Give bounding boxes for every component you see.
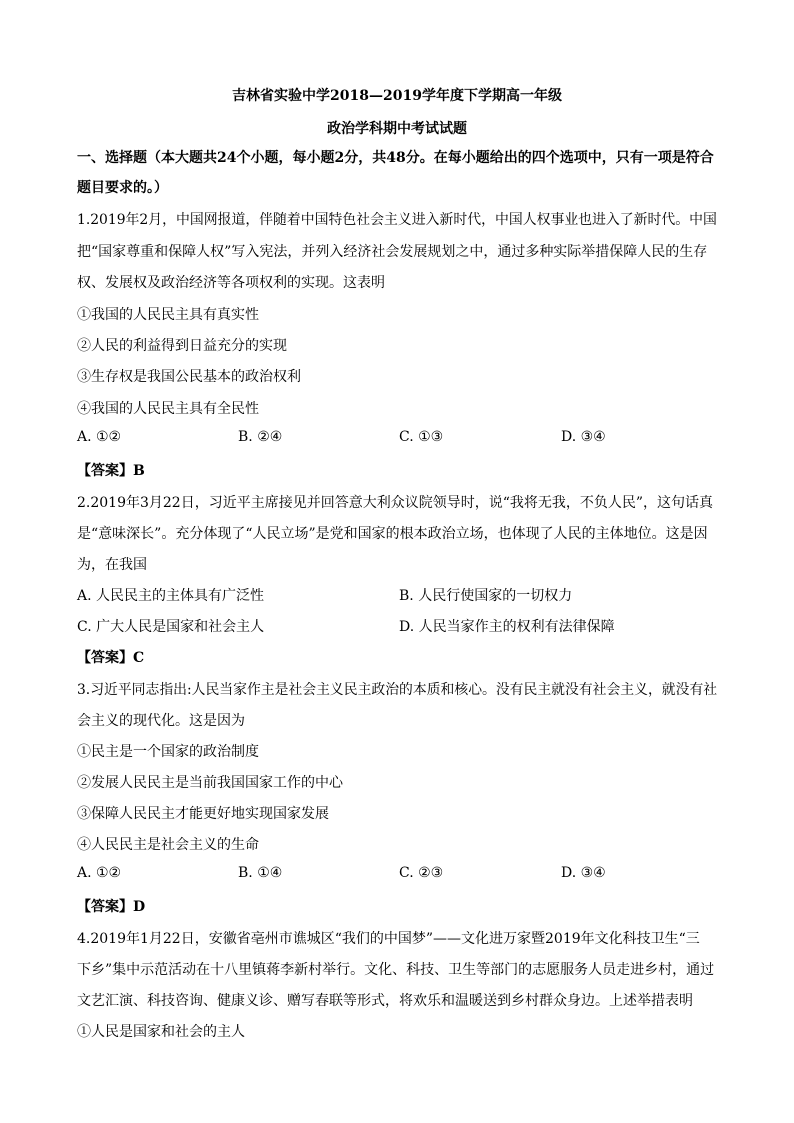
q2-stem-line: 为，在我国	[77, 557, 147, 573]
q1-answer: 【答案】B	[77, 463, 145, 479]
q3-answer: 【答案】D	[77, 899, 146, 915]
q1-item: ④我国的人民民主具有全民性	[77, 401, 259, 417]
q1-item: ②人民的利益得到日益充分的实现	[77, 338, 287, 354]
q2-stem-line: 是“意味深长”。充分体现了“人民立场”是党和国家的根本政治立场，也体现了人民的主体地位。这是因	[77, 526, 708, 542]
q2-stem-line: 2.2019年3月22日，习近平主席接见并回答意大利众议院领导时，说“我将无我，不负人民”，这句话真	[77, 495, 714, 511]
q1-option-a: A. ①②	[77, 429, 122, 445]
q2-option-a: A. 人民民主的主体具有广泛性	[77, 588, 265, 604]
q2-option-d: D. 人民当家作主的权利有法律保障	[399, 619, 615, 635]
q1-option-c: C. ①③	[399, 429, 444, 445]
q1-stem-line: 权、发展权及政治经济等各项权利的实现。这表明	[77, 275, 385, 291]
q1-stem-line: 把“国家尊重和保障人权”写入宪法，并列入经济社会发展规划之中，通过多种实际举措保障人民的生存	[77, 244, 708, 260]
q3-item: ②发展人民民主是当前我国国家工作的中心	[77, 775, 343, 791]
q4-stem-line: 4.2019年1月22日，安徽省亳州市谯城区“我们的中国梦”——文化进万家暨2019年文化科技卫生“三	[77, 931, 700, 947]
q1-option-b: B. ②④	[238, 429, 283, 445]
q3-item: ①民主是一个国家的政治制度	[77, 744, 259, 760]
q4-item: ①人民是国家和社会的主人	[77, 1024, 245, 1040]
section-heading: 一、选择题（本大题共24个小题，每小题2分，共48分。在每小题给出的四个选项中，只有一项是符合	[77, 150, 714, 166]
q3-option-d: D. ③④	[561, 865, 606, 881]
q1-item: ①我国的人民民主具有真实性	[77, 307, 259, 323]
document-title: 吉林省实验中学2018—2019学年度下学期高一年级	[232, 88, 562, 104]
q3-item: ④人民民主是社会主义的生命	[77, 837, 259, 853]
q4-stem-line: 文艺汇演、科技咨询、健康义诊、赠写春联等形式，将欢乐和温暖送到乡村群众身边。上述举措表明	[77, 993, 693, 1009]
q2-option-b: B. 人民行使国家的一切权力	[399, 588, 573, 604]
q1-stem-line: 1.2019年2月，中国网报道，伴随着中国特色社会主义进入新时代，中国人权事业也进入了新时代。中国	[77, 212, 717, 228]
document-subtitle: 政治学科期中考试试题	[327, 121, 467, 137]
q3-item: ③保障人民民主才能更好地实现国家发展	[77, 806, 329, 822]
q3-option-b: B. ①④	[238, 865, 283, 881]
q3-stem-line: 3.习近平同志指出:人民当家作主是社会主义民主政治的本质和核心。没有民主就没有社会主义，就没有社	[77, 682, 718, 698]
q3-option-c: C. ②③	[399, 865, 444, 881]
q1-item: ③生存权是我国公民基本的政治权利	[77, 369, 301, 385]
section-heading-cont: 题目要求的。）	[77, 180, 168, 196]
q3-option-a: A. ①②	[77, 865, 122, 881]
q4-stem-line: 下乡”集中示范活动在十八里镇蒋李新村举行。文化、科技、卫生等部门的志愿服务人员走进乡村，通过	[77, 962, 715, 978]
q3-stem-line: 会主义的现代化。这是因为	[77, 713, 245, 729]
q2-answer: 【答案】C	[77, 650, 145, 666]
q1-option-d: D. ③④	[561, 429, 606, 445]
q2-option-c: C. 广大人民是国家和社会主人	[77, 619, 265, 635]
